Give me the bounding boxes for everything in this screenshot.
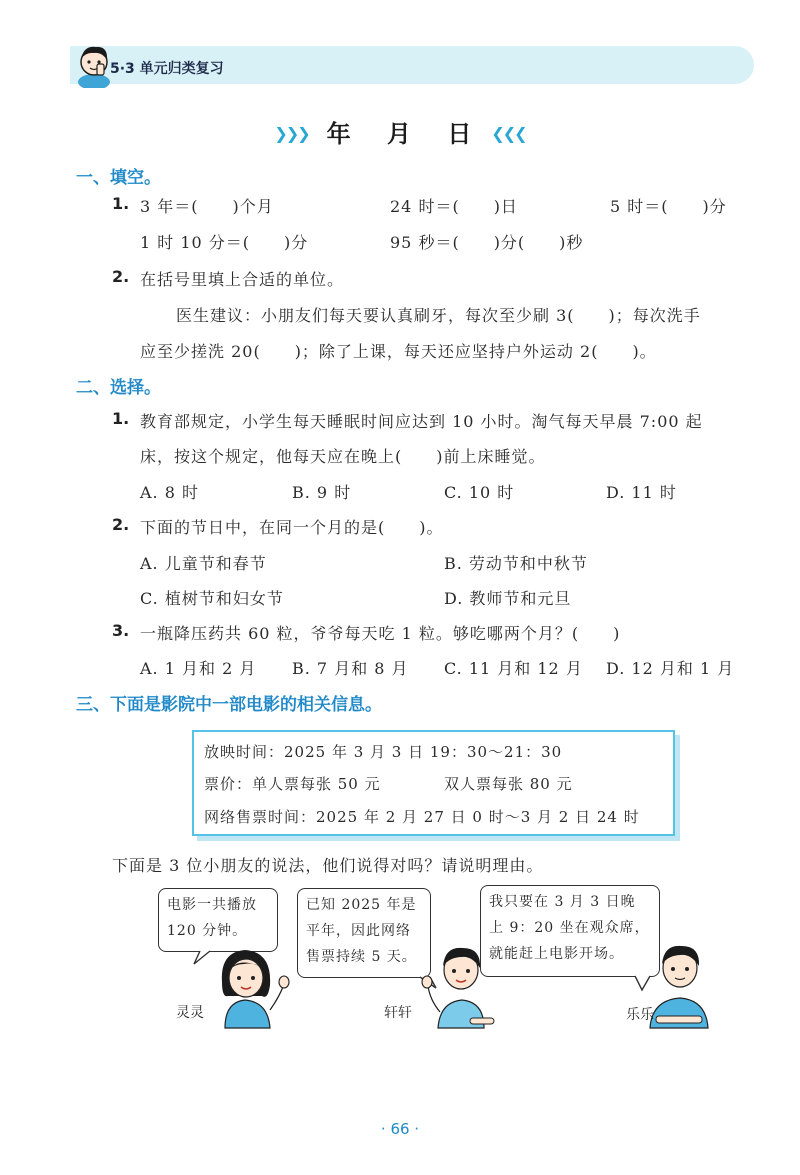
s1-q1-blank-e: 95 秒＝( )分( )秒 [390,233,584,252]
s1-q2-number: 2. [112,267,130,286]
girl-lingling-icon [222,950,289,1028]
header-label: 5·3 单元归类复习 [110,61,224,77]
section3-heading: 三、下面是影院中一部电影的相关信息。 [76,695,382,715]
page-title [0,114,800,149]
s1-q2-line2: 应至少搓洗 20( )；除了上课，每天还应坚持户外运动 2( )。 [140,342,657,361]
bubble-line: 上 9：20 坐在观众席， [489,920,650,936]
section2-heading: 二、选择。 [76,378,161,398]
s2-q1-option-c[interactable]: C. 10 时 [444,483,515,502]
s2-q1-number: 1. [112,409,130,428]
bubble-line: 就能赶上电影开场。 [489,946,624,962]
s2-q3-option-b[interactable]: B. 7 月和 8 月 [292,659,409,678]
s2-q2-option-c[interactable]: C. 植树节和妇女节 [140,589,284,608]
s2-q1-option-a[interactable]: A. 8 时 [140,483,199,502]
info-price-single: 票价：单人票每张 50 元 [204,775,381,793]
boy-lele-icon [650,946,708,1028]
s2-q3-option-c[interactable]: C. 11 月和 12 月 [444,659,583,678]
bubble-line: 已知 2025 年是 [306,897,417,913]
s2-q3-prompt: 一瓶降压药共 60 粒，爷爷每天吃 1 粒。够吃哪两个月？( ) [140,624,621,643]
s2-q3-option-a[interactable]: A. 1 月和 2 月 [140,659,257,678]
bubble-line: 平年，因此网络 [306,923,411,939]
kids-illustration [150,940,750,1030]
s1-q1-blank-b: 24 时＝( )日 [390,197,518,216]
page-number: · 66 · [380,1120,420,1138]
s2-q2-option-b[interactable]: B. 劳动节和中秋节 [444,554,588,573]
kid-name-lele: 乐乐 [626,1007,654,1023]
bubble-line: 售票持续 5 天。 [306,949,417,965]
s2-q1-line2: 床，按这个规定，他每天应在晚上( )前上床睡觉。 [140,447,546,466]
s2-q1-option-b[interactable]: B. 9 时 [292,483,352,502]
s2-q2-option-a[interactable]: A. 儿童节和春节 [140,554,267,573]
bubble-line: 电影一共播放 [167,897,257,913]
s1-q1-blank-d: 1 时 10 分＝( )分 [140,233,309,252]
info-showtime: 放映时间：2025 年 3 月 3 日 19：30～21：30 [204,743,563,761]
chevron-left-decor-icon: ❮❮❮ [491,124,526,143]
s1-q1-blank-a: 3 年＝( )个月 [140,197,274,216]
bubble-line: 我只要在 3 月 3 日晚 [489,894,636,910]
s2-q1-option-d[interactable]: D. 11 时 [606,483,677,502]
s3-prompt: 下面是 3 位小朋友的说法，他们说得对吗？请说明理由。 [112,856,544,875]
s2-q2-prompt: 下面的节日中，在同一个月的是( )。 [140,518,444,537]
s2-q2-option-d[interactable]: D. 教师节和元旦 [444,589,572,608]
chevron-right-decor-icon: ❯❯❯ [274,124,309,143]
kid-name-xuanxuan: 轩轩 [384,1005,412,1021]
bubble-tail-icon [194,951,210,964]
s1-q2-prompt: 在括号里填上合适的单位。 [140,270,345,289]
s2-q3-number: 3. [112,621,130,640]
s2-q1-line1: 教育部规定，小学生每天睡眠时间应达到 10 小时。淘气每天早晨 7:00 起 [140,412,703,431]
info-online-sale: 网络售票时间：2025 年 2 月 27 日 0 时～3 月 2 日 24 时 [204,808,640,826]
kid-name-lingling: 灵灵 [176,1005,204,1021]
bubble-line: 120 分钟。 [167,923,248,939]
s2-q2-number: 2. [112,515,130,534]
section1-heading: 一、填空。 [76,168,161,188]
s1-q2-line1: 医生建议：小朋友们每天要认真刷牙，每次至少刷 3( )；每次洗手 [176,306,701,325]
s1-q1-number: 1. [112,194,130,213]
bubble-tail-icon [635,976,650,990]
s1-q1-blank-c: 5 时＝( )分 [610,197,727,216]
s2-q3-option-d[interactable]: D. 12 月和 1 月 [606,659,735,678]
boy-xuanxuan-icon [422,948,494,1028]
title-text: 年 月 日 [326,120,486,148]
info-price-double: 双人票每张 80 元 [444,775,573,793]
